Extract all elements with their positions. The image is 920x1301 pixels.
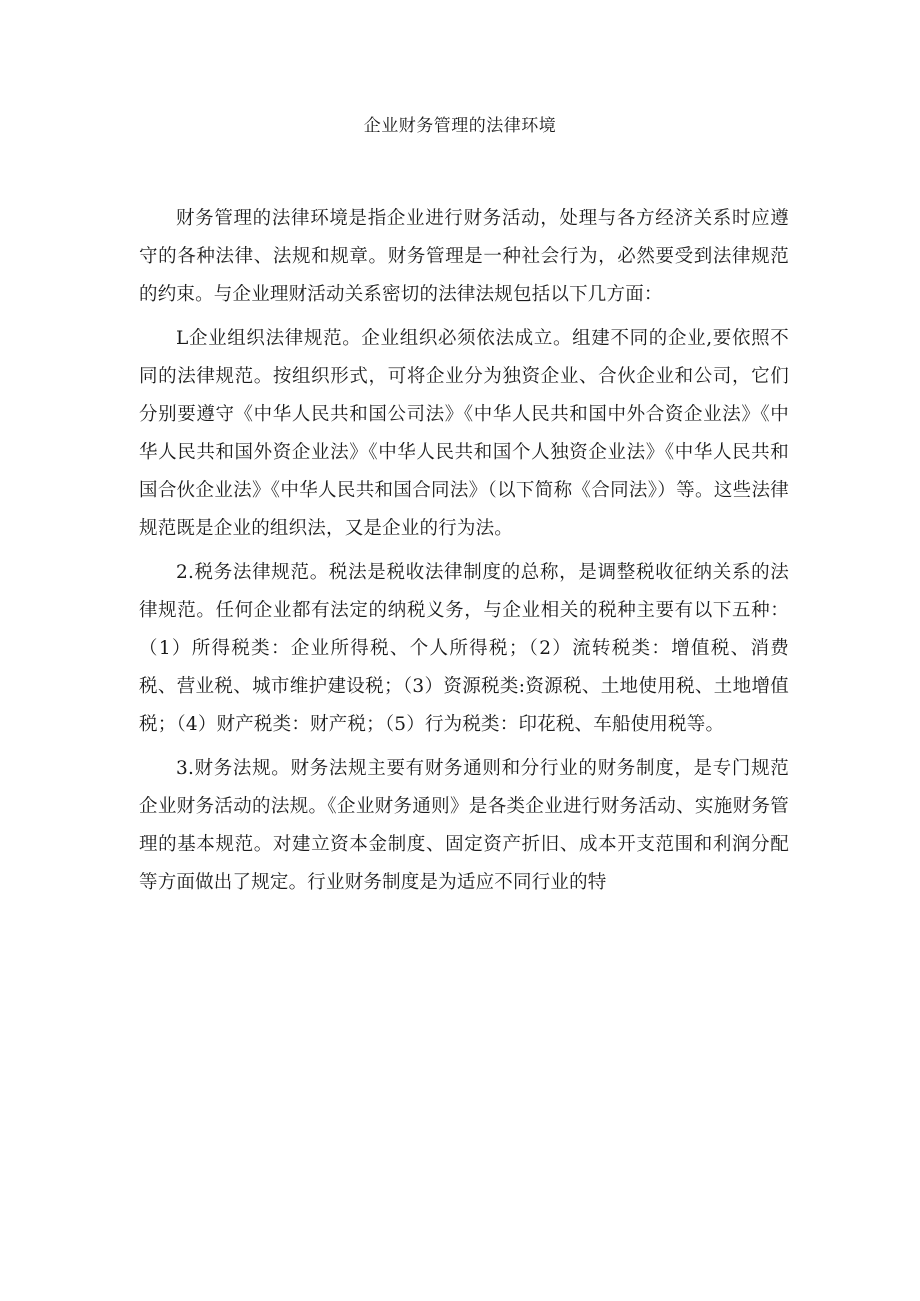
paragraph-tax-law: 2.税务法律规范。税法是税收法律制度的总称，是调整税收征纳关系的法律规范。任何企业都有法定的纳税义务，与企业相关的税种主要有以下五种：（1）所得税类：企业所得税、个人所得税；（2）流转税类：增值税、消费税、营业税、城市维护建设税；（3）资源税类:资源税、土地使用税、土地增值税；（4）财产税类：财产税；（5）行为税类：印花税、车船使用税等。 (139, 562, 789, 735)
paragraph-organization-law: L企业组织法律规范。企业组织必须依法成立。组建不同的企业,要依照不同的法律规范。按组织形式，可将企业分为独资企业、合伙企业和公司，它们分别要遵守《中华人民共和国公司法》《中华人民共和国中外合资企业法》《中华人民共和国外资企业法》《中华人民共和国个人独资企业法》《中华人民共和国合伙企业法》《中华人民共和国合同法》（以下简称《合同法》）等。这些法律规范既是企业的组织法，又是企业的行为法。 (139, 328, 789, 539)
document-title: 企业财务管理的法律环境 (363, 116, 557, 136)
paragraph-intro: 财务管理的法律环境是指企业进行财务活动，处理与各方经济关系时应遵守的各种法律、法规和规章。财务管理是一种社会行为，必然要受到法律规范的约束。与企业理财活动关系密切的法律法规包括以下几方面： (139, 208, 789, 305)
paragraph-financial-regulations: 3.财务法规。财务法规主要有财务通则和分行业的财务制度，是专门规范企业财务活动的法规。《企业财务通则》是各类企业进行财务活动、实施财务管理的基本规范。对建立资本金制度、固定资产折旧、成本开支范围和利润分配等方面做出了规定。行业财务制度是为适应不同行业的特 (139, 758, 789, 893)
document-body (139, 200, 789, 908)
